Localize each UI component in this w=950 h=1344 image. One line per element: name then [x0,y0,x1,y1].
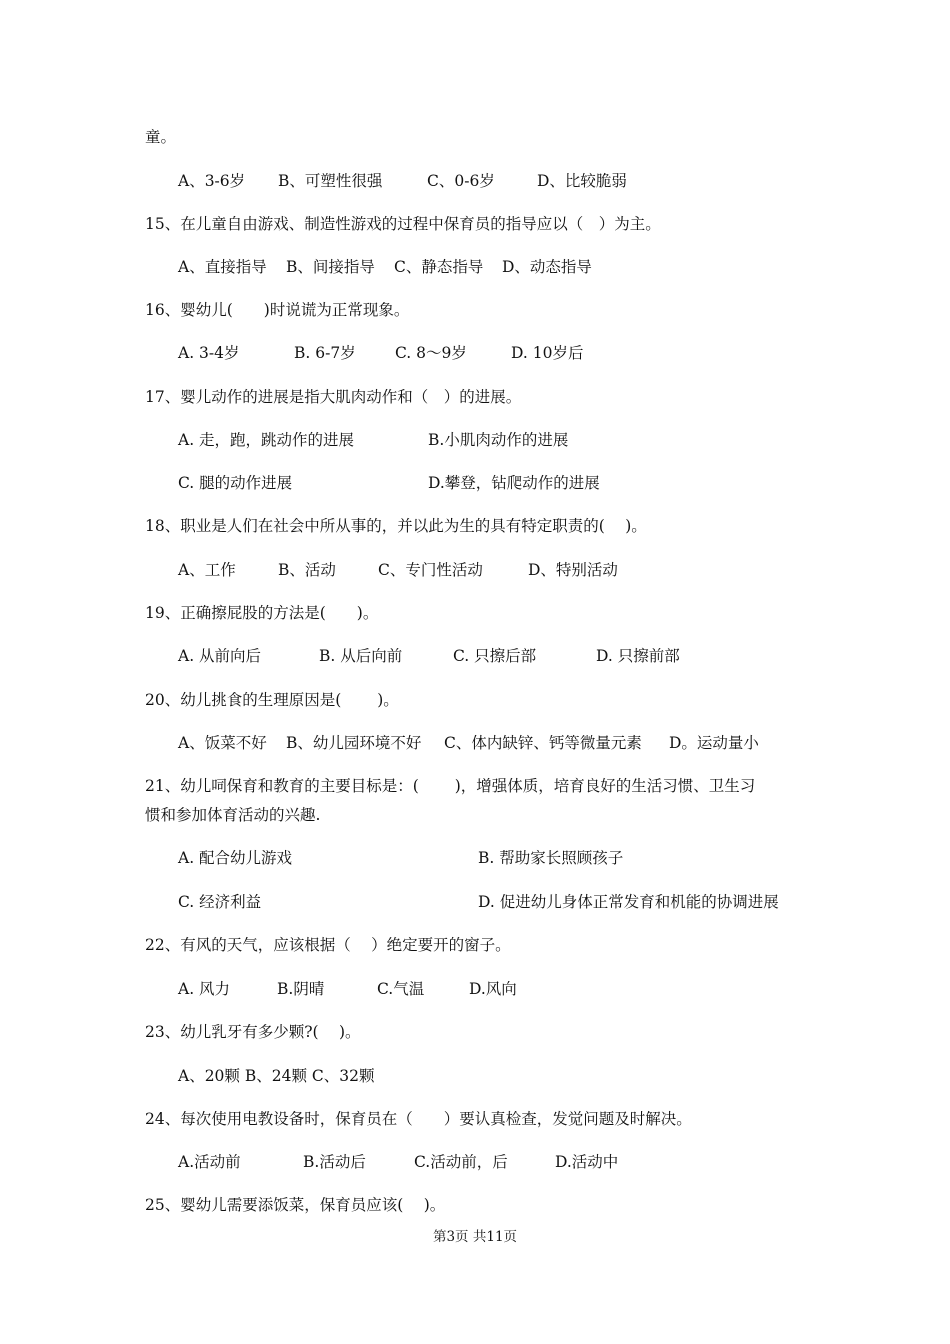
q14-option-a: A、3-6岁 [178,172,246,190]
question-18: 18、职业是人们在社会中所从事的，并以此为生的具有特定职责的( )。 [145,517,647,535]
q24-option-d: D.活动中 [555,1153,619,1171]
question-20: 20、幼儿挑食的生理原因是( )。 [145,691,399,709]
q20-option-b: B、幼儿园环境不好 [286,734,422,752]
continuation-text: 童。 [145,128,177,146]
question-21-continued: 惯和参加体育活动的兴趣. [145,806,321,824]
q14-option-c: C、0-6岁 [427,172,495,190]
q15-option-a: A、直接指导 [178,258,267,276]
q19-option-d: D. 只擦前部 [596,647,680,665]
question-19: 19、正确擦屁股的方法是( )。 [145,604,379,622]
q19-option-b: B. 从后向前 [319,647,403,665]
q21-option-c: C. 经济利益 [178,893,262,911]
q14-option-d: D、比较脆弱 [537,172,627,190]
q21-option-a: A. 配合幼儿游戏 [178,849,293,867]
q15-option-b: B、间接指导 [286,258,375,276]
q16-option-b: B. 6-7岁 [294,344,356,362]
q18-option-d: D、特别活动 [528,561,618,579]
question-23: 23、幼儿乳牙有多少颗?( )。 [145,1023,361,1041]
q19-option-c: C. 只擦后部 [453,647,537,665]
q18-option-c: C、专门性活动 [378,561,483,579]
q16-option-d: D. 10岁后 [511,344,584,362]
q24-option-c: C.活动前，后 [414,1153,508,1171]
q20-option-c: C、体内缺锌、钙等微量元素 [444,734,642,752]
q21-option-d: D. 促进幼儿身体正常发育和机能的协调进展 [478,893,779,911]
q22-option-a: A. 风力 [178,980,231,998]
q24-option-b: B.活动后 [303,1153,366,1171]
q22-option-b: B.阴晴 [277,980,325,998]
page-footer: 第3页 共11页 [432,1229,518,1245]
question-22: 22、有风的天气，应该根据（ ）绝定要开的窗子。 [145,936,511,954]
q17-option-c: C. 腿的动作进展 [178,474,293,492]
question-25: 25、婴幼儿需要添饭菜，保育员应该( )。 [145,1196,446,1214]
q23-options: A、20颗 B、24颗 C、32颗 [178,1067,375,1085]
q20-option-d: D。运动量小 [669,734,759,752]
q15-option-c: C、静态指导 [394,258,484,276]
question-17: 17、婴儿动作的进展是指大肌肉动作和（ ）的进展。 [145,388,522,406]
q21-option-b: B. 帮助家长照顾孩子 [478,849,624,867]
q20-option-a: A、饭菜不好 [178,734,267,752]
q22-option-c: C.气温 [377,980,425,998]
question-15: 15、在儿童自由游戏、制造性游戏的过程中保育员的指导应以（ ）为主。 [145,215,661,233]
q24-option-a: A.活动前 [178,1153,241,1171]
question-24: 24、每次使用电教设备时，保育员在（ ）要认真检查，发觉问题及时解决。 [145,1110,692,1128]
question-21: 21、幼儿呞保育和教育的主要目标是：( )，增强体质，培育良好的生活习惯、卫生习 [145,777,756,795]
q19-option-a: A. 从前向后 [178,647,262,665]
question-16: 16、婴幼儿( )时说谎为正常现象。 [145,301,410,319]
q14-option-b: B、可塑性很强 [278,172,383,190]
q15-option-d: D、动态指导 [502,258,592,276]
q16-option-c: C. 8～9岁 [395,344,467,362]
q17-option-d: D.攀登，钻爬动作的进展 [428,474,600,492]
q17-option-b: B.小肌肉动作的进展 [428,431,569,449]
q22-option-d: D.风向 [469,980,517,998]
q18-option-a: A、工作 [178,561,236,579]
q16-option-a: A. 3-4岁 [178,344,240,362]
q18-option-b: B、活动 [278,561,336,579]
q17-option-a: A. 走，跑，跳动作的进展 [178,431,355,449]
